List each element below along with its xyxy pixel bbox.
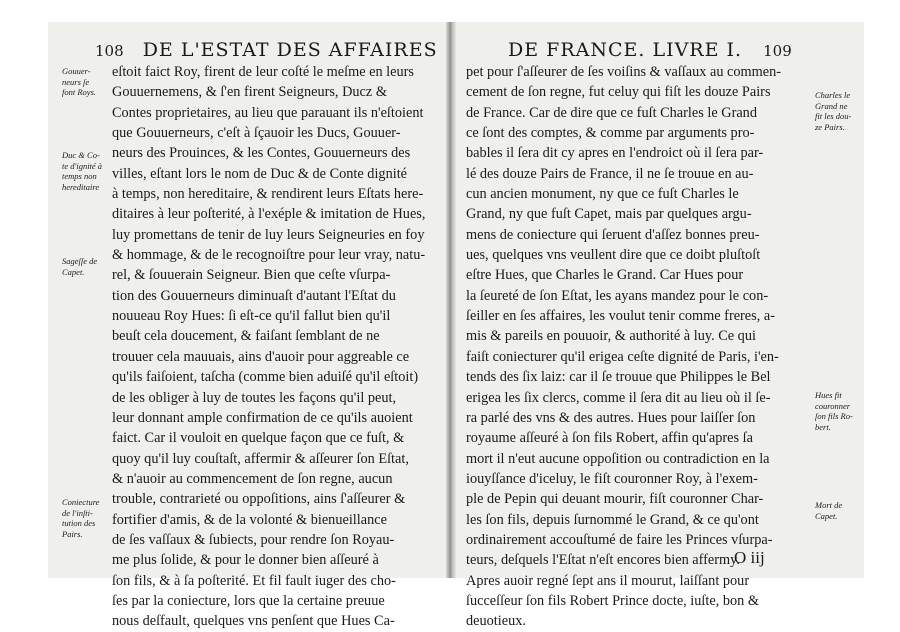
left-line: trouuer cela mauuais, ains d'auoir pour aggreable ce (112, 348, 410, 365)
right-line: cun ancien monument, ny que ce fuſt Charles le (466, 186, 739, 203)
left-line: & n'auoir au commencement de ſon regne, aucun (112, 470, 393, 487)
left-line: nouueau Roy Hues: ſi eſt-ce qu'il fallut bien qu'il (112, 308, 391, 325)
left-line: à temps, non hereditaire, & rendirent leurs Eſtats here- (112, 186, 424, 203)
right-line: teurs, deſquels l'Eſtat n'eſt encores bien affermy. (466, 552, 740, 569)
left-line: beuſt cela doucement, & faiſant ſemblant de ne (112, 328, 380, 345)
right-line: bables il ſera dit cy apres en l'endroict où il ſera par- (466, 145, 764, 162)
left-line: ditaires à leur poſterité, à l'exéple & imitation de Hues, (112, 206, 426, 223)
right-line: ſeiller en ſes affaires, les voulut tenir comme freres, a- (466, 308, 775, 325)
left-line: Contes proprietaires, au lieu que parauant ils n'eſtoient (112, 104, 424, 121)
left-line: de les obliger à luy de toutes les façons qu'il peut, (112, 389, 397, 406)
left-running-head: DE L'ESTAT DES AFFAIRES (142, 39, 438, 61)
left-line: eſtoit faict Roy, firent de leur coſté le meſme en leurs (112, 64, 414, 80)
right-line: mis & pareils en pouuoir, & authorité à luy. Ce qui (466, 328, 756, 345)
signature-mark: O iij (734, 548, 765, 567)
right-line: eſtre Hues, que Charles le Grand. Car Hues pour (466, 267, 744, 284)
left-line: de ſes vaſſaux & ſubiects, pour rendre ſon Royau- (112, 531, 395, 548)
right-body-text (466, 62, 781, 632)
left-line: que Gouuerneurs, c'eſt à ſçauoir les Ducs, Gouuer- (112, 125, 401, 142)
left-line: tion des Gouuerneurs diminuaſt d'autant l'Eſtat du (112, 287, 396, 304)
marginal-note: Mort de Capet. (815, 500, 843, 521)
right-line: tends des ſix laiz: car il ſe trouue que Philippes le Bel (466, 369, 771, 386)
right-page-number: 109 (763, 42, 792, 60)
left-line: nous deſfault, quelques vns penſent que Hues Ca- (112, 613, 395, 630)
right-line: cement de ſon regne, fut celuy qui fiſt les douze Pairs (466, 84, 771, 101)
marginal-note: Duc & Co- te d'ignité à temps non hereditaire (62, 150, 103, 192)
right-page-header (508, 38, 792, 62)
right-line: les ſon fils, depuis ſurnommé le Grand, & ce qu'ont (466, 511, 759, 528)
right-line: Apres auoir regné ſept ans il mourut, laiſſant pour (466, 572, 750, 589)
book-gutter (446, 22, 456, 578)
right-line: deuotieux. (466, 613, 526, 630)
right-line: lé des douze Pairs de France, il ne ſe trouue en au- (466, 165, 754, 182)
left-line: trouble, contrarieté ou oppoſitions, ains ſ'aſſeurer & (112, 491, 406, 508)
right-line: pet pour ſ'aſſeurer de ſes voiſins & vaſſaux au commen- (466, 64, 782, 80)
right-line: ordinairement accouſtumé de faire les Princes vſurpa- (466, 531, 773, 548)
left-line: fortifier d'amis, & de la volonté & bienueillance (112, 511, 387, 528)
right-line: royaume aſſeuré à ſon fils Robert, affin qu'apres ſa (466, 430, 753, 447)
left-line: Gouuernemens, & ſ'en firent Seigneurs, Ducz & (112, 84, 387, 101)
left-line: me plus ſolide, & pour le donner bien aſſeuré à (112, 552, 379, 569)
marginal-note: Gouuer- neurs ſe font Roys. (62, 66, 96, 97)
right-line: ſucceſſeur ſon fils Robert Prince docte, iuſte, bon & (466, 592, 760, 609)
left-page-number: 108 (95, 42, 124, 60)
left-line: neurs des Prouinces, & les Contes, Gouuerneurs des (112, 145, 411, 162)
marginal-note: Charles le Grand ne fit les dou- ze Pairs. (815, 90, 852, 132)
left-line: & hommage, & de le recognoiſtre pour leur vray, natu- (112, 247, 426, 264)
left-line: luy promettans de tenir de luy leurs Seigneuries en foy (112, 226, 425, 243)
marginal-note: Sageſſe de Capet. (62, 256, 98, 277)
right-line: ce ſont des comptes, & comme par arguments pro- (466, 125, 755, 142)
right-line: ple de Pepin qui deuant mourir, fiſt couronner Char- (466, 491, 764, 508)
right-line: ues, quelques vns veullent dire que ce doibt pluſtoſt (466, 247, 761, 264)
right-line: ra parlé des vns & des autres. Hues pour laiſſer ſon (466, 409, 756, 426)
left-line: villes, eſtant lors le nom de Duc & de Conte dignité (112, 165, 408, 182)
right-running-head: DE FRANCE. LIVRE I. (508, 39, 743, 61)
left-line: quoy qu'il luy couſtaſt, affermir & aſſeurer ſon Eſtat, (112, 450, 409, 467)
left-body-text (112, 62, 425, 632)
left-line: rel, & ſouuerain Seigneur. Bien que ceſte vſurpa- (112, 267, 391, 284)
right-line: Grand, ny que fuſt Capet, mais par quelques argu- (466, 206, 752, 223)
left-line: qu'ils faiſoient, taſcha (comme bien aduiſé qu'il eſtoit) (112, 369, 419, 386)
left-line: leur donnant ample confirmation de ce qu'ils auoient (112, 409, 413, 426)
right-line: de France. Car de dire que ce fuſt Charles le Grand (466, 104, 757, 121)
right-line: faiſt coniecturer qu'il erigea ceſte dignité de Paris, i'en- (466, 348, 779, 365)
left-line: ſon fils, & à ſa poſterité. Et fil fault iuger des cho- (112, 572, 396, 589)
right-line: mort il n'eut aucune oppoſition ou contradiction en la (466, 450, 770, 467)
left-page-header (95, 38, 438, 62)
right-line: erigea les ſix clercs, comme il ſera dit au lieu où il ſe- (466, 389, 771, 406)
right-line: iouyſſance d'iceluy, le fiſt couronner Roy, à l'exem- (466, 470, 758, 487)
left-line: ſes par la coniecture, lors que la certaine preuue (112, 592, 385, 609)
right-line: mens de coniecture qui ſeruent d'aſſez bonnes preu- (466, 226, 760, 243)
left-line: faict. Car il vouloit en quelque façon que ce fuſt, & (112, 430, 405, 447)
marginal-note: Coniecture de l'inſti- tution des Pairs. (62, 497, 100, 539)
marginal-note: Hues fit couronner ſon fils Ro- bert. (815, 390, 853, 432)
right-line: la ſeureté de ſon Eſtat, les ayans mandez pour le con- (466, 287, 769, 304)
